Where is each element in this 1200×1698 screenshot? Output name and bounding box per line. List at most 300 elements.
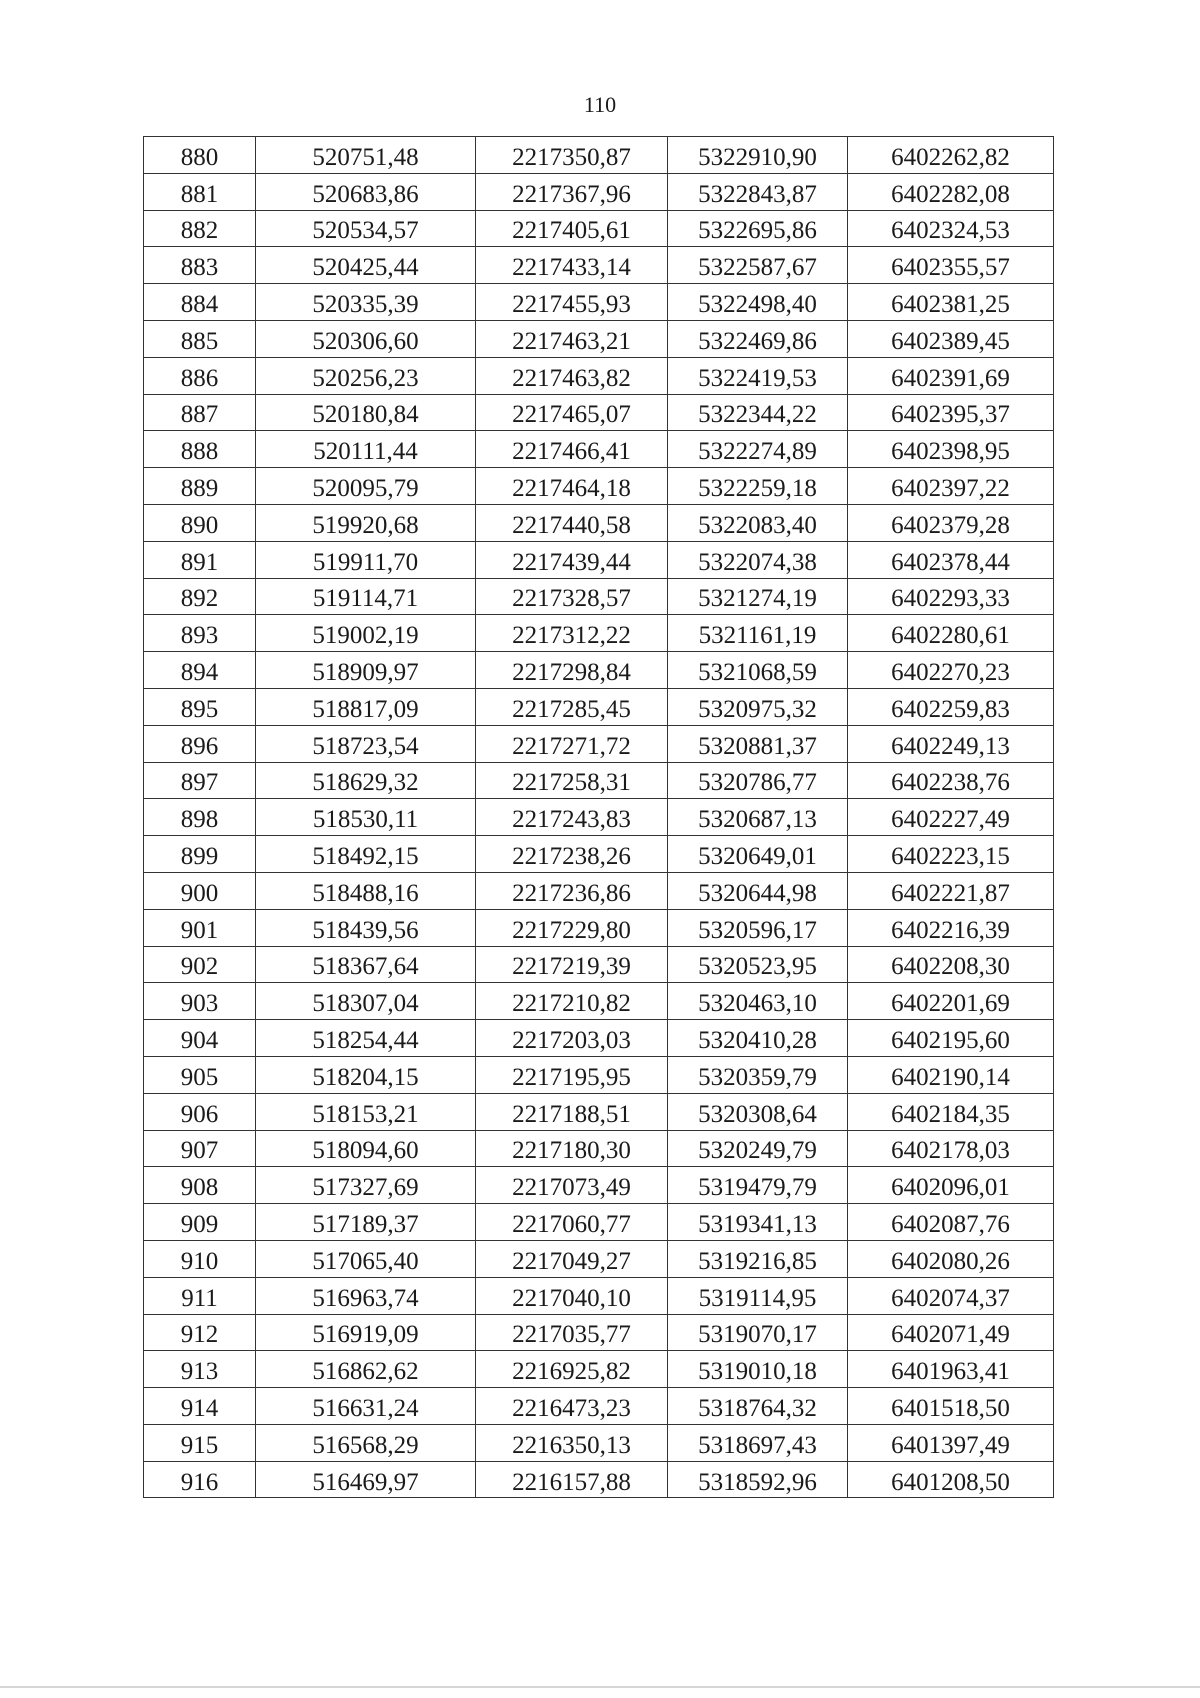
- coordinate-cell: [256, 578, 476, 615]
- coordinate-cell: [476, 1204, 668, 1241]
- coordinate-cell: [668, 504, 848, 541]
- coordinate-cell: [476, 1461, 668, 1498]
- cell-text: 887: [180, 401, 219, 429]
- cell-text: 6402195,60: [891, 1027, 1010, 1055]
- cell-text: 2217188,51: [512, 1100, 631, 1128]
- cell-text: 912: [180, 1321, 219, 1349]
- coordinate-cell: [668, 836, 848, 873]
- table-row: [144, 1388, 1054, 1425]
- coordinate-cell: [256, 1130, 476, 1167]
- cell-text: 5322910,90: [698, 143, 817, 171]
- cell-text: 5322498,40: [698, 291, 817, 319]
- cell-text: 519002,19: [312, 622, 419, 650]
- coordinate-cell: [848, 983, 1054, 1020]
- table-row: [144, 762, 1054, 799]
- table-row: [144, 247, 1054, 284]
- coordinate-cell: [256, 652, 476, 689]
- cell-text: 906: [180, 1100, 219, 1128]
- coordinate-cell: [256, 983, 476, 1020]
- coordinate-cell: [848, 468, 1054, 505]
- cell-text: 516631,24: [312, 1394, 419, 1422]
- cell-text: 520256,23: [312, 364, 419, 392]
- coordinate-cell: [256, 284, 476, 321]
- coordinate-cell: [848, 1277, 1054, 1314]
- cell-text: 6402379,28: [891, 511, 1010, 539]
- coordinate-cell: [256, 210, 476, 247]
- table-row: [144, 983, 1054, 1020]
- coordinate-cell: [848, 836, 1054, 873]
- coordinate-cell: [848, 1130, 1054, 1167]
- coordinate-cell: [256, 1020, 476, 1057]
- coordinate-cell: [256, 1093, 476, 1130]
- cell-text: 2217433,14: [512, 254, 631, 282]
- cell-text: 5322083,40: [698, 511, 817, 539]
- cell-text: 2217229,80: [512, 916, 631, 944]
- coordinate-cell: [668, 1204, 848, 1241]
- cell-text: 5322344,22: [698, 401, 817, 429]
- coordinate-cell: [668, 578, 848, 615]
- coordinate-cell: [848, 578, 1054, 615]
- coordinate-cell: [668, 1056, 848, 1093]
- table-row: [144, 1351, 1054, 1388]
- coordinate-cell: [476, 357, 668, 394]
- cell-text: 5319479,79: [698, 1174, 817, 1202]
- coordinate-cell: [476, 688, 668, 725]
- coordinate-cell: [476, 1093, 668, 1130]
- coordinate-cell: [848, 1240, 1054, 1277]
- coordinate-cell: [476, 615, 668, 652]
- coordinate-cell: [668, 652, 848, 689]
- table-row: [144, 1020, 1054, 1057]
- cell-text: 903: [180, 990, 219, 1018]
- coordinate-cell: [668, 1277, 848, 1314]
- coordinate-cell: [476, 1130, 668, 1167]
- cell-text: 6402389,45: [891, 327, 1010, 355]
- cell-text: 2217440,58: [512, 511, 631, 539]
- cell-text: 6402282,08: [891, 180, 1010, 208]
- cell-text: 520180,84: [312, 401, 419, 429]
- cell-text: 5320975,32: [698, 695, 817, 723]
- cell-text: 5320881,37: [698, 732, 817, 760]
- cell-text: 6402293,33: [891, 585, 1010, 613]
- coordinate-cell: [668, 946, 848, 983]
- point-number-cell: [144, 1461, 256, 1498]
- table-row: [144, 357, 1054, 394]
- point-number-cell: [144, 1204, 256, 1241]
- table-row: [144, 615, 1054, 652]
- point-number-cell: [144, 468, 256, 505]
- cell-text: 891: [180, 548, 219, 576]
- point-number-cell: [144, 431, 256, 468]
- coordinate-cell: [668, 173, 848, 210]
- coordinate-cell: [668, 541, 848, 578]
- cell-text: 2217035,77: [512, 1321, 631, 1349]
- table-row: [144, 1204, 1054, 1241]
- coordinate-cell: [476, 504, 668, 541]
- cell-text: 6401963,41: [891, 1358, 1010, 1386]
- cell-text: 2217298,84: [512, 659, 631, 687]
- cell-text: 2217271,72: [512, 732, 631, 760]
- cell-text: 2217285,45: [512, 695, 631, 723]
- coordinate-cell: [668, 1130, 848, 1167]
- coordinate-cell: [848, 541, 1054, 578]
- cell-text: 2217258,31: [512, 769, 631, 797]
- coordinate-cell: [476, 210, 668, 247]
- coordinate-cell: [848, 872, 1054, 909]
- cell-text: 883: [180, 254, 219, 282]
- point-number-cell: [144, 1424, 256, 1461]
- coordinate-cell: [256, 872, 476, 909]
- coordinate-cell: [668, 284, 848, 321]
- cell-text: 518094,60: [312, 1137, 419, 1165]
- coordinate-cell: [668, 725, 848, 762]
- cell-text: 915: [180, 1431, 219, 1459]
- cell-text: 2217328,57: [512, 585, 631, 613]
- coordinate-cell: [256, 137, 476, 174]
- cell-text: 911: [181, 1284, 218, 1312]
- cell-text: 6401397,49: [891, 1431, 1010, 1459]
- coordinate-cell: [668, 615, 848, 652]
- coordinate-cell: [668, 1424, 848, 1461]
- cell-text: 894: [180, 659, 219, 687]
- cell-text: 6402216,39: [891, 916, 1010, 944]
- cell-text: 5320644,98: [698, 879, 817, 907]
- cell-text: 519920,68: [312, 511, 419, 539]
- cell-text: 6402381,25: [891, 291, 1010, 319]
- cell-text: 909: [180, 1211, 219, 1238]
- table-row: [144, 1056, 1054, 1093]
- coordinate-cell: [256, 357, 476, 394]
- coordinate-cell: [668, 872, 848, 909]
- coordinate-cell: [848, 946, 1054, 983]
- cell-text: 2217238,26: [512, 843, 631, 871]
- coordinate-cell: [256, 541, 476, 578]
- cell-text: 5322695,86: [698, 217, 817, 245]
- cell-text: 893: [180, 622, 219, 650]
- point-number-cell: [144, 799, 256, 836]
- table-row: [144, 909, 1054, 946]
- cell-text: 6402355,57: [891, 254, 1010, 282]
- cell-text: 2217049,27: [512, 1247, 631, 1275]
- cell-text: 518307,04: [312, 990, 419, 1018]
- coordinate-cell: [668, 1351, 848, 1388]
- coordinate-cell: [848, 247, 1054, 284]
- table-row: [144, 468, 1054, 505]
- cell-text: 2216473,23: [512, 1394, 631, 1422]
- cell-text: 5322469,86: [698, 327, 817, 355]
- table-row: [144, 320, 1054, 357]
- coordinate-cell: [848, 1204, 1054, 1241]
- coordinate-cell: [256, 946, 476, 983]
- table-row: [144, 799, 1054, 836]
- cell-text: 2217219,39: [512, 953, 631, 981]
- table-row: [144, 173, 1054, 210]
- cell-text: 517327,69: [312, 1174, 419, 1202]
- coordinate-cell: [256, 173, 476, 210]
- table-row: [144, 836, 1054, 873]
- cell-text: 5322587,67: [698, 254, 817, 282]
- coordinate-cell: [256, 468, 476, 505]
- cell-text: 5320523,95: [698, 953, 817, 981]
- coordinate-cell: [256, 431, 476, 468]
- coordinate-cell: [476, 1020, 668, 1057]
- coordinate-cell: [668, 1314, 848, 1351]
- point-number-cell: [144, 615, 256, 652]
- coordinate-cell: [848, 394, 1054, 431]
- coordinate-cell: [476, 394, 668, 431]
- cell-text: 519911,70: [312, 548, 419, 576]
- cell-text: 6402221,87: [891, 879, 1010, 907]
- point-number-cell: [144, 836, 256, 873]
- cell-text: 886: [180, 364, 219, 392]
- point-number-cell: [144, 1388, 256, 1425]
- coordinate-cell: [476, 1314, 668, 1351]
- cell-text: 5319070,17: [698, 1321, 817, 1349]
- cell-text: 916: [180, 1468, 219, 1496]
- cell-text: 5321068,59: [698, 659, 817, 687]
- cell-text: 6402087,76: [891, 1211, 1010, 1238]
- cell-text: 5322419,53: [698, 364, 817, 392]
- coordinate-cell: [848, 320, 1054, 357]
- cell-text: 518723,54: [312, 732, 419, 760]
- point-number-cell: [144, 1093, 256, 1130]
- cell-text: 881: [180, 180, 219, 208]
- cell-text: 6402184,35: [891, 1100, 1010, 1128]
- coordinate-cell: [848, 762, 1054, 799]
- cell-text: 520683,86: [312, 180, 419, 208]
- coordinate-cell: [256, 247, 476, 284]
- table-row: [144, 137, 1054, 174]
- cell-text: 5322843,87: [698, 180, 817, 208]
- coordinate-cell: [476, 762, 668, 799]
- page-number: 110: [583, 92, 617, 117]
- coordinate-cell: [668, 983, 848, 1020]
- point-number-cell: [144, 983, 256, 1020]
- table-row: [144, 210, 1054, 247]
- cell-text: 904: [180, 1027, 219, 1055]
- cell-text: 897: [180, 769, 219, 797]
- cell-text: 2217180,30: [512, 1137, 631, 1165]
- cell-text: 520534,57: [312, 217, 419, 245]
- coordinate-cell: [848, 504, 1054, 541]
- cell-text: 5320596,17: [698, 916, 817, 944]
- coordinate-cell: [476, 578, 668, 615]
- table-row: [144, 1093, 1054, 1130]
- cell-text: 520425,44: [312, 254, 419, 282]
- cell-text: 5320649,01: [698, 843, 817, 871]
- cell-text: 888: [180, 438, 219, 466]
- coordinate-cell: [476, 1056, 668, 1093]
- cell-text: 2217195,95: [512, 1063, 631, 1091]
- cell-text: 6402324,53: [891, 217, 1010, 245]
- cell-text: 2217073,49: [512, 1174, 631, 1202]
- coordinate-cell: [848, 799, 1054, 836]
- coordinate-cell: [668, 468, 848, 505]
- cell-text: 6402227,49: [891, 806, 1010, 834]
- coordinate-cell: [848, 284, 1054, 321]
- cell-text: 6402398,95: [891, 438, 1010, 466]
- coordinate-cell: [848, 1424, 1054, 1461]
- cell-text: 518909,97: [312, 659, 419, 687]
- coordinate-cell: [256, 909, 476, 946]
- coordinate-cell: [848, 688, 1054, 725]
- cell-text: 520111,44: [313, 438, 418, 466]
- cell-text: 895: [180, 695, 219, 723]
- coordinate-cell: [668, 137, 848, 174]
- coordinate-cell: [668, 357, 848, 394]
- cell-text: 516568,29: [312, 1431, 419, 1459]
- cell-text: 908: [180, 1174, 219, 1202]
- table-row: [144, 578, 1054, 615]
- coordinate-cell: [476, 137, 668, 174]
- cell-text: 2217350,87: [512, 143, 631, 171]
- cell-text: 907: [180, 1137, 219, 1165]
- cell-text: 2216350,13: [512, 1431, 631, 1459]
- cell-text: 2217463,21: [512, 327, 631, 355]
- table-row: [144, 394, 1054, 431]
- coordinate-cell: [476, 431, 668, 468]
- table-row: [144, 1240, 1054, 1277]
- coordinates-table-body: [144, 137, 1054, 1498]
- coordinate-cell: [668, 799, 848, 836]
- table-row: [144, 946, 1054, 983]
- coordinate-cell: [256, 688, 476, 725]
- cell-text: 520306,60: [312, 327, 419, 355]
- cell-text: 518817,09: [312, 695, 419, 723]
- point-number-cell: [144, 688, 256, 725]
- cell-text: 2217312,22: [512, 622, 631, 650]
- coordinate-cell: [256, 1167, 476, 1204]
- cell-text: 2217203,03: [512, 1027, 631, 1055]
- cell-text: 6402280,61: [891, 622, 1010, 650]
- coordinate-cell: [668, 1093, 848, 1130]
- cell-text: 5322274,89: [698, 438, 817, 466]
- coordinate-cell: [848, 1020, 1054, 1057]
- point-number-cell: [144, 504, 256, 541]
- cell-text: 884: [180, 291, 219, 319]
- coordinates-table: [143, 136, 1054, 1498]
- cell-text: 6402223,15: [891, 843, 1010, 871]
- point-number-cell: [144, 1314, 256, 1351]
- cell-text: 5322074,38: [698, 548, 817, 576]
- table-row: [144, 431, 1054, 468]
- coordinate-cell: [256, 1314, 476, 1351]
- coordinate-cell: [476, 247, 668, 284]
- coordinate-cell: [476, 284, 668, 321]
- point-number-cell: [144, 541, 256, 578]
- table-row: [144, 1461, 1054, 1498]
- coordinate-cell: [256, 1277, 476, 1314]
- coordinate-cell: [668, 1240, 848, 1277]
- cell-text: 516919,09: [312, 1321, 419, 1349]
- cell-text: 899: [180, 843, 219, 871]
- cell-text: 5320687,13: [698, 806, 817, 834]
- cell-text: 520335,39: [312, 291, 419, 319]
- cell-text: 518488,16: [312, 879, 419, 907]
- cell-text: 6402395,37: [891, 401, 1010, 429]
- cell-text: 518439,56: [312, 916, 419, 944]
- point-number-cell: [144, 578, 256, 615]
- coordinate-cell: [256, 1461, 476, 1498]
- cell-text: 6402178,03: [891, 1137, 1010, 1165]
- coordinate-cell: [256, 1056, 476, 1093]
- cell-text: 516469,97: [312, 1468, 419, 1496]
- scan-edge-divider: [0, 1686, 1200, 1688]
- cell-text: 889: [180, 475, 219, 503]
- coordinate-cell: [848, 1056, 1054, 1093]
- point-number-cell: [144, 357, 256, 394]
- table-row: [144, 1167, 1054, 1204]
- coordinate-cell: [848, 173, 1054, 210]
- cell-text: 6402249,13: [891, 732, 1010, 760]
- coordinate-cell: [848, 1314, 1054, 1351]
- point-number-cell: [144, 946, 256, 983]
- cell-text: 5321161,19: [698, 622, 817, 650]
- point-number-cell: [144, 247, 256, 284]
- cell-text: 518492,15: [312, 843, 419, 871]
- cell-text: 6402071,49: [891, 1321, 1010, 1349]
- cell-text: 517189,37: [312, 1211, 419, 1238]
- cell-text: 6401518,50: [891, 1394, 1010, 1422]
- coordinate-cell: [476, 799, 668, 836]
- coordinate-cell: [668, 1020, 848, 1057]
- cell-text: 518204,15: [312, 1063, 419, 1091]
- coordinate-cell: [256, 504, 476, 541]
- coordinate-cell: [848, 725, 1054, 762]
- coordinate-cell: [668, 909, 848, 946]
- coordinate-cell: [668, 1388, 848, 1425]
- coordinate-cell: [256, 394, 476, 431]
- cell-text: 5320308,64: [698, 1100, 817, 1128]
- point-number-cell: [144, 1277, 256, 1314]
- coordinate-cell: [476, 1167, 668, 1204]
- cell-text: 892: [180, 585, 219, 613]
- coordinate-cell: [256, 1351, 476, 1388]
- coordinate-cell: [848, 1388, 1054, 1425]
- cell-text: 518254,44: [312, 1027, 419, 1055]
- cell-text: 6402080,26: [891, 1247, 1010, 1275]
- coordinate-cell: [848, 1167, 1054, 1204]
- table-row: [144, 725, 1054, 762]
- cell-text: 890: [180, 511, 219, 539]
- cell-text: 6402270,23: [891, 659, 1010, 687]
- coordinate-cell: [476, 1240, 668, 1277]
- cell-text: 2216925,82: [512, 1358, 631, 1386]
- coordinate-cell: [848, 137, 1054, 174]
- cell-text: 2217040,10: [512, 1284, 631, 1312]
- table-row: [144, 872, 1054, 909]
- point-number-cell: [144, 1056, 256, 1093]
- coordinate-cell: [848, 1351, 1054, 1388]
- coordinate-cell: [668, 1461, 848, 1498]
- coordinate-cell: [476, 468, 668, 505]
- cell-text: 901: [180, 916, 219, 944]
- cell-text: 2217243,83: [512, 806, 631, 834]
- point-number-cell: [144, 909, 256, 946]
- coordinate-cell: [476, 836, 668, 873]
- cell-text: 6402208,30: [891, 953, 1010, 981]
- coordinate-cell: [848, 909, 1054, 946]
- cell-text: 5320359,79: [698, 1063, 817, 1091]
- cell-text: 519114,71: [312, 585, 419, 613]
- cell-text: 2217210,82: [512, 990, 631, 1018]
- coordinate-cell: [848, 431, 1054, 468]
- point-number-cell: [144, 284, 256, 321]
- cell-text: 6402238,76: [891, 769, 1010, 797]
- table-row: [144, 541, 1054, 578]
- coordinate-cell: [256, 1240, 476, 1277]
- coordinate-cell: [668, 762, 848, 799]
